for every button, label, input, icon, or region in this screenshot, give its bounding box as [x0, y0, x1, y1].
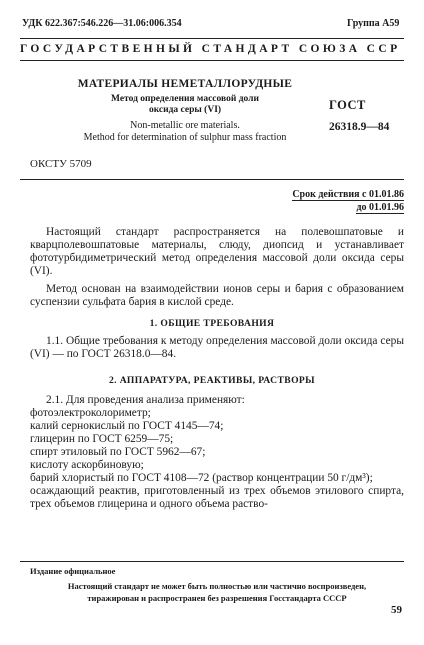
- general-requirements-paragraph: 1.1. Общие требования к методу определения массовой доли оксида серы (VI) — по ГОСТ 26318.0—84.: [30, 335, 404, 360]
- okstu-code: ОКСТУ 5709: [30, 158, 92, 170]
- header-divider: [20, 179, 404, 180]
- list-item: фотоэлектроколориметр;: [30, 407, 151, 419]
- section-heading-apparatus: 2. АППАРАТУРА, РЕАКТИВЫ, РАСТВОРЫ: [108, 375, 316, 386]
- list-item: спирт этиловый по ГОСТ 5962—67;: [30, 446, 206, 458]
- gost-label: ГОСТ: [329, 98, 366, 112]
- notice-line-2: тиражирован и распространен без разрешения Госстандарта СССР: [87, 593, 347, 603]
- apparatus-list: [30, 394, 404, 511]
- subtitle-line-1: Метод определения массовой доли: [111, 94, 259, 104]
- document-subtitle: [60, 94, 310, 116]
- standard-banner: ГОСУДАРСТВЕННЫЙ СТАНДАРТ СОЮЗА ССР: [20, 43, 401, 55]
- english-title: [60, 120, 310, 143]
- page-number: 59: [391, 604, 402, 616]
- method-paragraph: Метод основан на взаимодействии ионов серы и бария с образованием суспензии сульфата бария в кислой среде.: [30, 283, 404, 308]
- list-item: осаждающий реактив, приготовленный из трех объемов этилового спирта, трех объемов глицерина и одного объема раство-: [30, 485, 404, 510]
- footer-divider: [20, 561, 404, 562]
- copyright-notice: [30, 580, 404, 604]
- list-item: 2.1. Для проведения анализа применяют:: [46, 394, 245, 406]
- gost-number: 26318.9—84: [329, 121, 390, 133]
- group-code: Группа А59: [347, 18, 400, 29]
- validity-from: Срок действия с 01.01.86: [292, 189, 404, 200]
- list-item: кислоту аскорбиновую;: [30, 459, 144, 471]
- document-title: МАТЕРИАЛЫ НЕМЕТАЛЛОРУДНЫЕ: [77, 78, 293, 90]
- list-item: калий сернокислый по ГОСТ 4145—74;: [30, 420, 224, 432]
- section-heading-general: 1. ОБЩИЕ ТРЕБОВАНИЯ: [149, 318, 275, 329]
- notice-line-1: Настоящий стандарт не может быть полностью или частично воспроизведен,: [67, 581, 367, 591]
- list-item: глицерин по ГОСТ 6259—75;: [30, 433, 174, 445]
- subtitle-line-2: оксида серы (VI): [148, 105, 222, 115]
- top-divider: [20, 38, 404, 39]
- udk-code: УДК 622.367:546.226—31.06:006.354: [22, 18, 182, 29]
- english-title-line-1: Non-metallic ore materials.: [130, 120, 240, 131]
- title-block: [60, 78, 310, 143]
- validity-period: [292, 188, 404, 214]
- intro-paragraph: Настоящий стандарт распространяется на полевошпатовые и кварцполевошпатовые материалы, слюду, диопсид и устанавливает фототурбидиметрический метод определения массовой доли оксида серы (VI).: [30, 226, 404, 277]
- edition-label: Издание официальное: [30, 566, 116, 576]
- validity-to: до 01.01.96: [356, 202, 404, 213]
- list-item: барий хлористый по ГОСТ 4108—72 (раствор концентрации 50 г/дм³);: [30, 472, 373, 484]
- english-title-line-2: Method for determination of sulphur mass fraction: [83, 131, 287, 143]
- banner-divider: [20, 60, 404, 61]
- gost-block: [329, 98, 399, 133]
